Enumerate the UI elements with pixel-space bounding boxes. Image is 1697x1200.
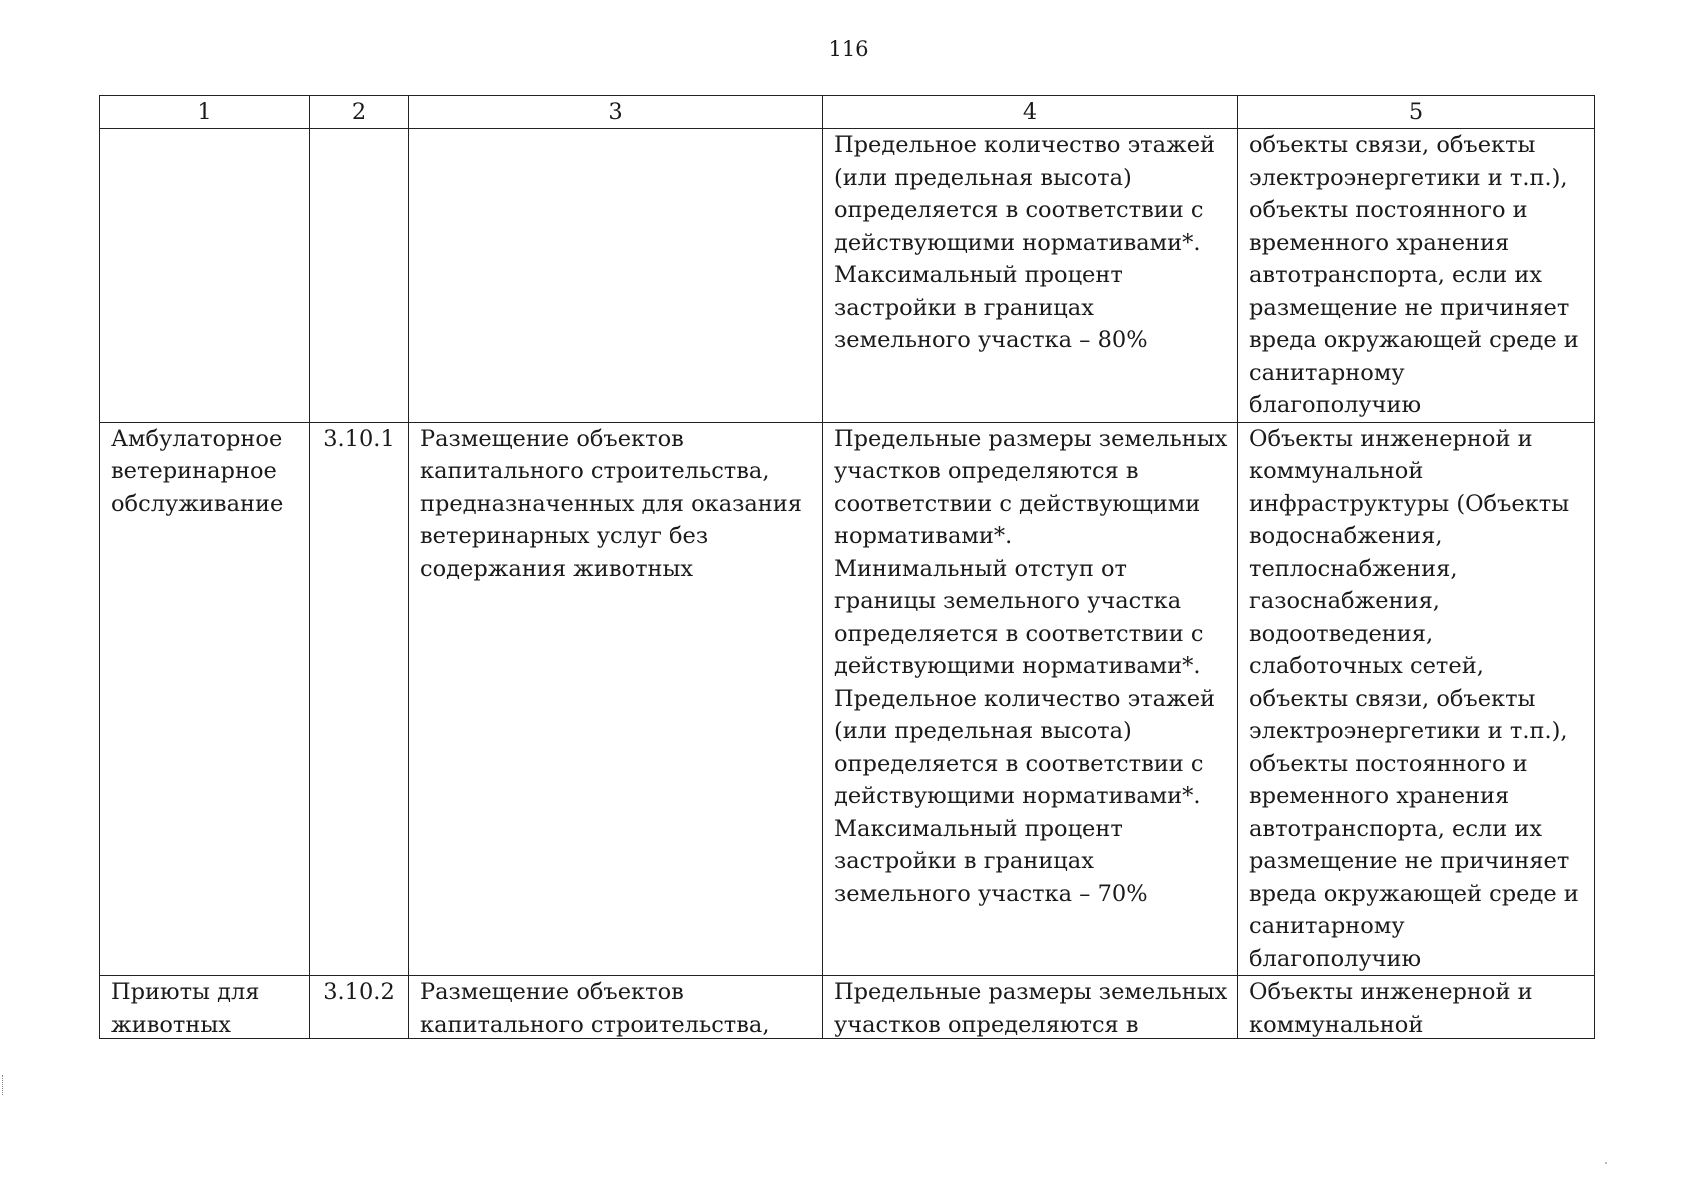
text-line: инфраструктуры (Объекты xyxy=(1249,490,1570,517)
cell-parameters xyxy=(823,129,1238,423)
text-line: Размещение объектов xyxy=(420,425,684,452)
text-line: Объекты инженерной и xyxy=(1249,979,1533,1005)
text-line: содержания животных xyxy=(420,555,694,582)
text-line: Предельное количество этажей xyxy=(834,132,1216,158)
text-line: действующими нормативами*. xyxy=(834,653,1201,679)
text-line: (или предельная высота) xyxy=(834,164,1132,191)
text-line: санитарному xyxy=(1249,913,1405,939)
text-line: ветеринарное xyxy=(111,458,277,484)
cell-description xyxy=(409,422,823,976)
text-line: Амбулаторное xyxy=(111,425,283,452)
header-col-1: 1 xyxy=(100,96,310,129)
text-line: объекты постоянного и xyxy=(1249,197,1528,223)
text-line: благополучию xyxy=(1249,945,1422,972)
cell-description xyxy=(409,129,823,423)
text-line: Максимальный процент xyxy=(834,815,1123,842)
text-line: размещение не причиняет xyxy=(1249,848,1570,874)
text-line: участков определяются в xyxy=(834,1011,1139,1038)
zoning-table xyxy=(99,95,1595,1039)
cell-name xyxy=(100,976,310,1039)
cell-parameters xyxy=(823,422,1238,976)
text-line: капитального строительства, xyxy=(420,1011,770,1038)
table-row xyxy=(100,422,1595,976)
text-line: нормативами*. xyxy=(834,523,1013,549)
text-line: санитарному xyxy=(1249,359,1405,386)
text-line: соответствии с действующими xyxy=(834,490,1201,517)
text-line: благополучию xyxy=(1249,392,1422,418)
text-line: Предельные размеры земельных xyxy=(834,425,1228,452)
text-line: объекты постоянного и xyxy=(1249,750,1528,777)
text-line: Минимальный отступ от xyxy=(834,555,1127,582)
header-col-5: 5 xyxy=(1238,96,1595,129)
scan-artifact xyxy=(1605,1162,1607,1164)
text-line: электроэнергетики и т.п.), xyxy=(1249,718,1568,744)
text-line: Размещение объектов xyxy=(420,979,684,1005)
text-line: автотранспорта, если их xyxy=(1249,262,1543,288)
text-line: определяется в соответствии с xyxy=(834,197,1204,223)
text-line: предназначенных для оказания xyxy=(420,490,802,517)
table-row xyxy=(100,129,1595,423)
text-line: ветеринарных услуг без xyxy=(420,523,709,549)
text-line: вреда окружающей среде и xyxy=(1249,327,1579,353)
text-line: слаботочных сетей, xyxy=(1249,653,1484,679)
cell-code xyxy=(310,129,409,423)
text-line: Предельное количество этажей xyxy=(834,685,1216,712)
text-line: участков определяются в xyxy=(834,458,1139,484)
table-row xyxy=(100,976,1595,1039)
text-line: коммунальной xyxy=(1249,1011,1424,1038)
text-line: Предельные размеры земельных xyxy=(834,979,1228,1005)
text-line: застройки в границах xyxy=(834,848,1094,874)
text-line: действующими нормативами*. xyxy=(834,229,1201,256)
cell-code xyxy=(310,976,409,1039)
text-line: (или предельная высота) xyxy=(834,718,1132,744)
text-line: животных xyxy=(111,1011,231,1038)
cell-code: 3.10.1 xyxy=(310,422,409,976)
text-line: теплоснабжения, xyxy=(1249,555,1458,582)
text-line: границы земельного участка xyxy=(834,588,1182,614)
text-line: газоснабжения, xyxy=(1249,588,1440,614)
text-line: обслуживание xyxy=(111,490,284,517)
text-line: застройки в границах xyxy=(834,294,1094,321)
text-line: определяется в соответствии с xyxy=(834,620,1204,647)
cell-auxiliary xyxy=(1238,129,1595,423)
header-col-3: 3 xyxy=(409,96,823,129)
text-line: водоснабжения, xyxy=(1249,523,1443,549)
cell-parameters xyxy=(823,976,1238,1039)
text-line: электроэнергетики и т.п.), xyxy=(1249,164,1568,191)
text-line: капитального строительства, xyxy=(420,458,770,484)
text-line: Объекты инженерной и xyxy=(1249,425,1533,452)
text-line: объекты связи, объекты xyxy=(1249,132,1536,158)
cell-name xyxy=(100,422,310,976)
text-line: размещение не причиняет xyxy=(1249,294,1570,321)
text-line: Приюты для xyxy=(111,979,260,1005)
code-text: 3.10.2 xyxy=(323,979,395,1005)
text-line: водоотведения, xyxy=(1249,620,1434,647)
cell-auxiliary xyxy=(1238,422,1595,976)
text-line: коммунальной xyxy=(1249,458,1424,484)
text-line: земельного участка – 70% xyxy=(834,880,1148,907)
table-header-row xyxy=(100,96,1595,129)
text-line: временного хранения xyxy=(1249,229,1510,256)
text-line: Максимальный процент xyxy=(834,262,1123,288)
text-line: объекты связи, объекты xyxy=(1249,685,1536,712)
cell-auxiliary xyxy=(1238,976,1595,1039)
text-line: временного хранения xyxy=(1249,783,1510,809)
scan-artifact xyxy=(2,1075,8,1095)
cell-description xyxy=(409,976,823,1039)
text-line: земельного участка – 80% xyxy=(834,327,1148,353)
cell-name xyxy=(100,129,310,423)
header-col-2: 2 xyxy=(310,96,409,129)
text-line: действующими нормативами*. xyxy=(834,783,1201,809)
header-col-4: 4 xyxy=(823,96,1238,129)
text-line: вреда окружающей среде и xyxy=(1249,880,1579,907)
text-line: автотранспорта, если их xyxy=(1249,815,1543,842)
page-number: 116 xyxy=(828,37,869,61)
text-line: определяется в соответствии с xyxy=(834,750,1204,777)
